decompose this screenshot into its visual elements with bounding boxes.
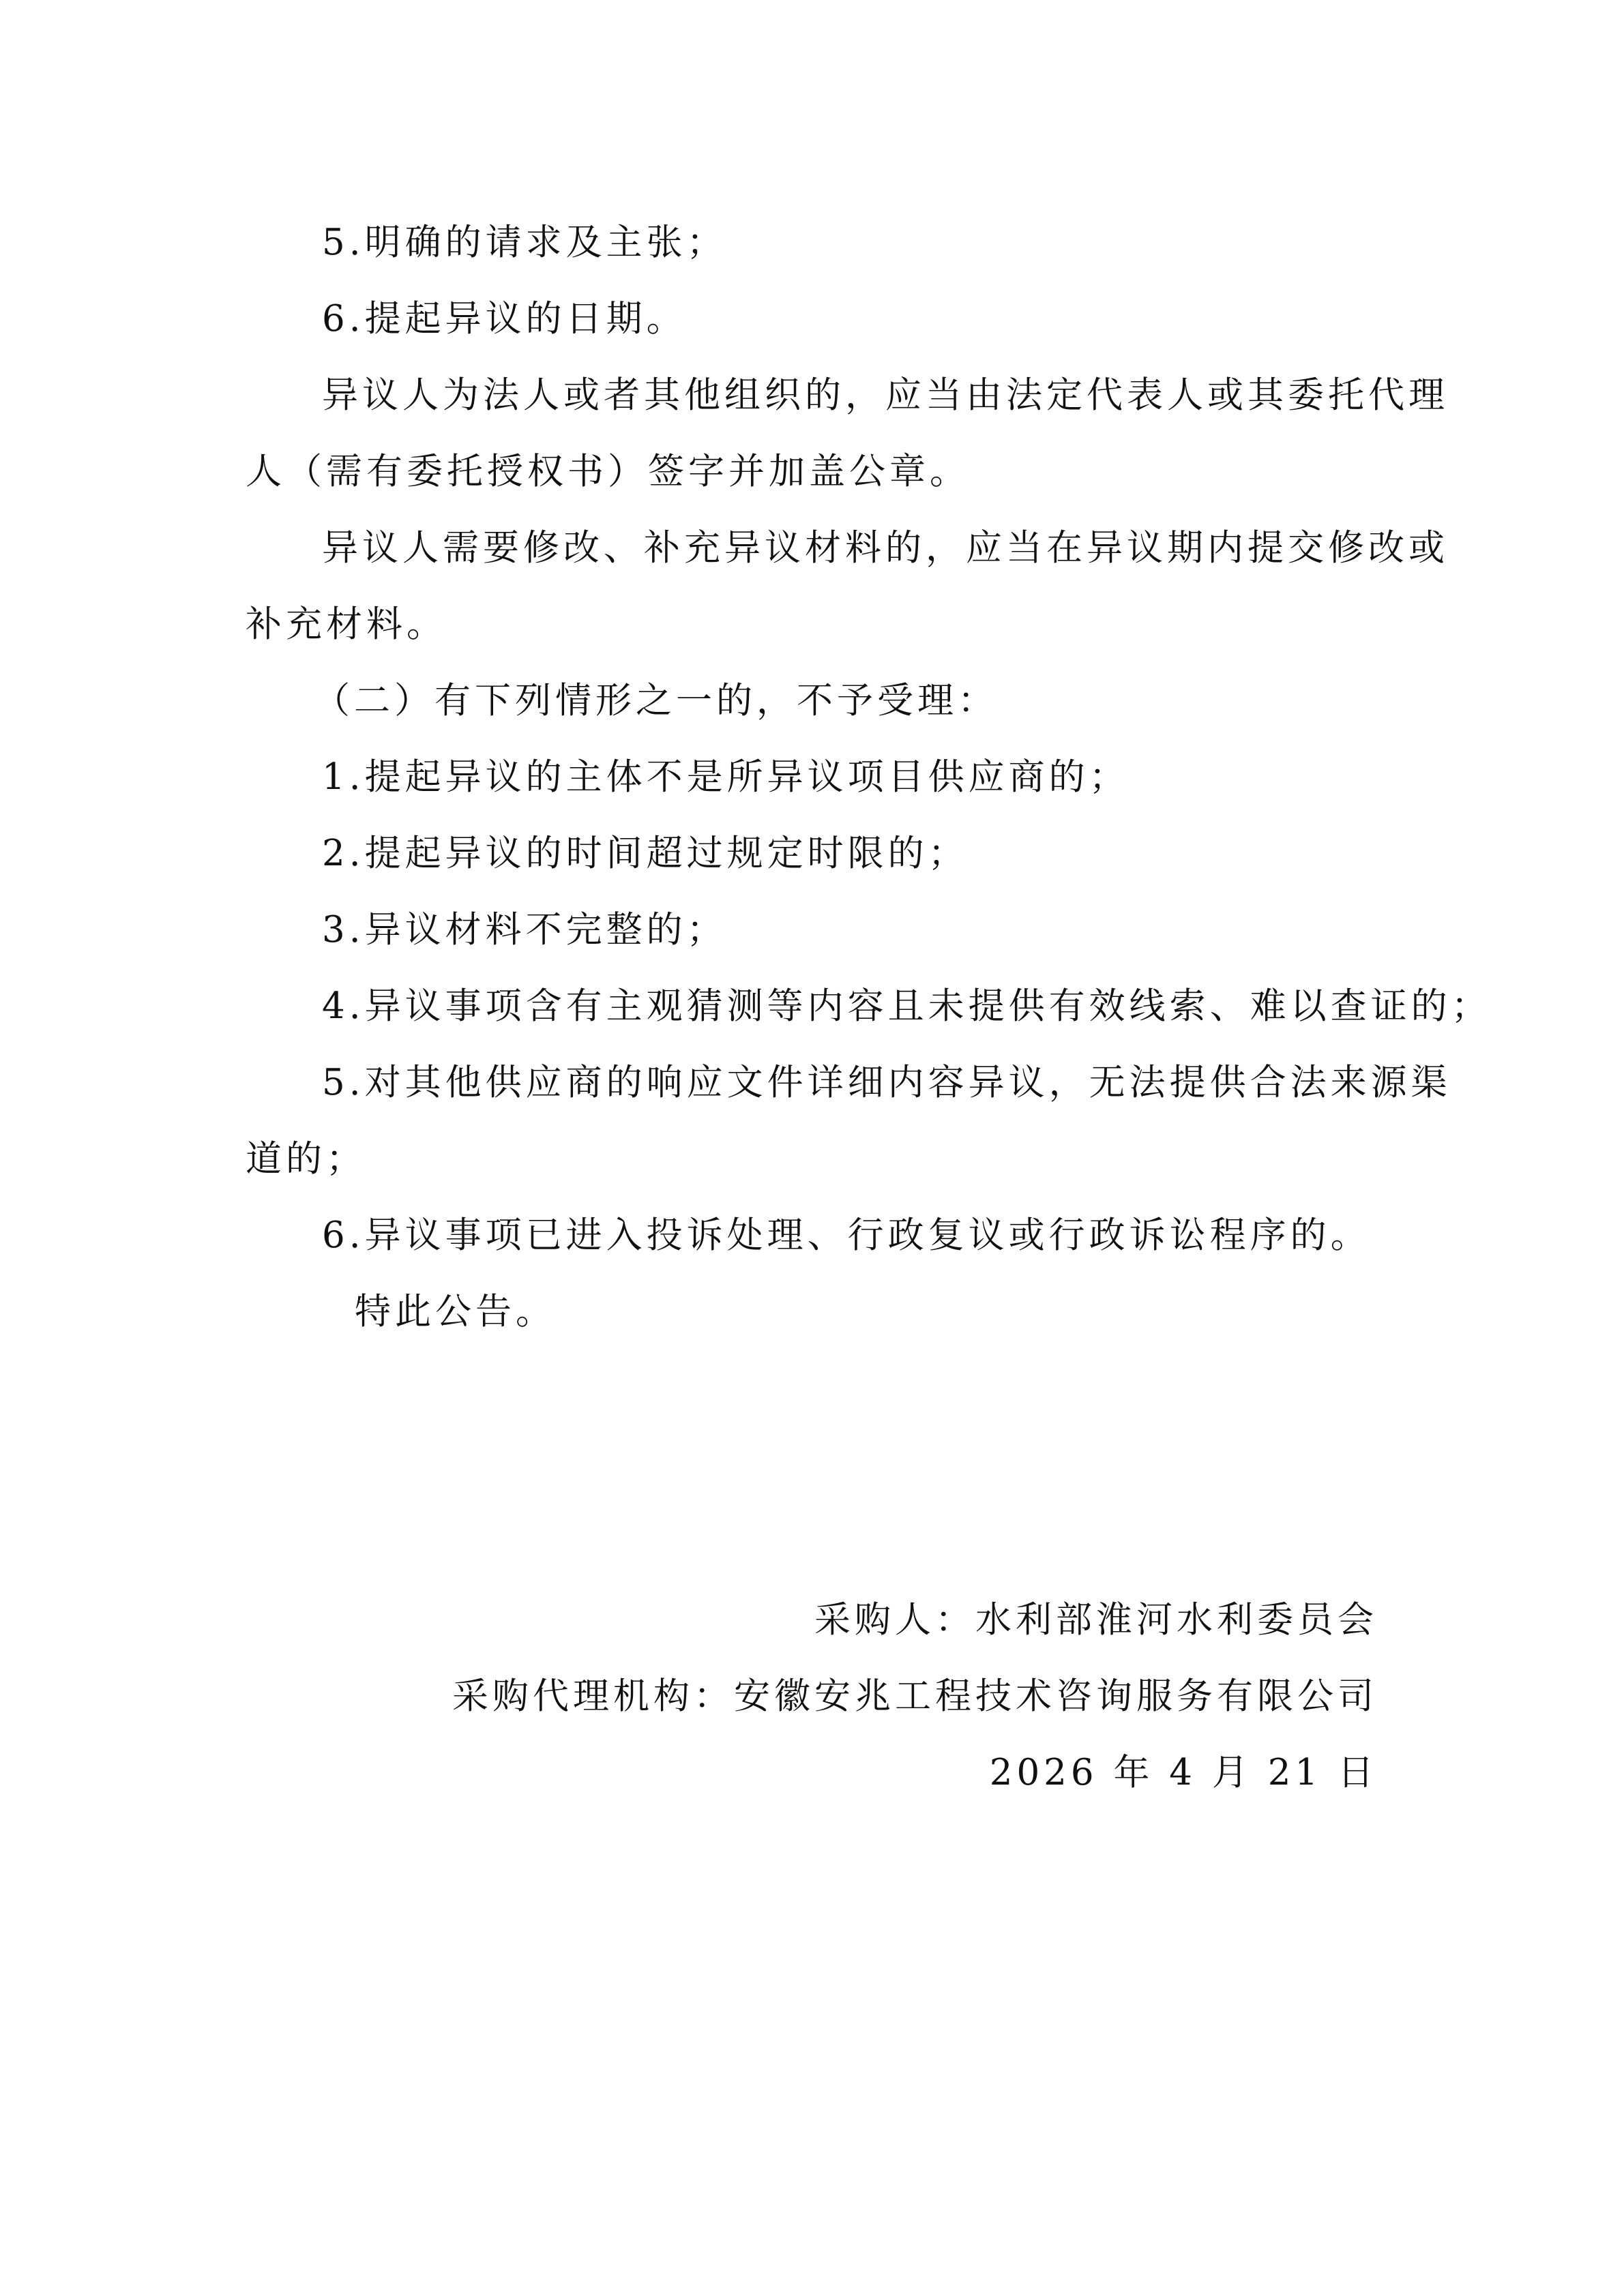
purchaser-signature: 采购人：水利部淮河水利委员会 <box>814 1599 1378 1641</box>
rejection-item-3: 3.异议材料不完整的； <box>322 909 727 951</box>
supplement-paragraph-line-2: 补充材料。 <box>246 603 447 645</box>
rejection-section-heading: （二）有下列情形之一的，不予受理： <box>314 680 998 721</box>
organization-signature-paragraph-line-1: 异议人为法人或者其他组织的，应当由法定代表人或其委托代理 <box>322 374 1449 416</box>
signature-date: 2026 年 4 月 21 日 <box>989 1752 1378 1793</box>
requirement-item-5: 5.明确的请求及主张； <box>322 222 727 263</box>
rejection-item-5-line-2: 道的； <box>246 1138 366 1180</box>
rejection-item-4: 4.异议事项含有主观猜测等内容且未提供有效线索、难以查证的； <box>322 985 1492 1027</box>
requirement-item-6: 6.提起异议的日期。 <box>322 298 687 340</box>
rejection-item-6: 6.异议事项已进入投诉处理、行政复议或行政诉讼程序的。 <box>322 1214 1371 1256</box>
rejection-item-2: 2.提起异议的时间超过规定时限的； <box>322 833 969 874</box>
agency-signature: 采购代理机构：安徽安兆工程技术咨询服务有限公司 <box>452 1675 1378 1717</box>
rejection-item-5-line-1: 5.对其他供应商的响应文件详细内容异议，无法提供合法来源渠 <box>322 1062 1451 1103</box>
rejection-item-1: 1.提起异议的主体不是所异议项目供应商的； <box>322 756 1130 798</box>
closing-notice: 特此公告。 <box>355 1291 556 1332</box>
supplement-paragraph-line-1: 异议人需要修改、补充异议材料的，应当在异议期内提交修改或 <box>322 527 1449 569</box>
organization-signature-paragraph-line-2: 人（需有委托授权书）签字并加盖公章。 <box>246 451 970 492</box>
